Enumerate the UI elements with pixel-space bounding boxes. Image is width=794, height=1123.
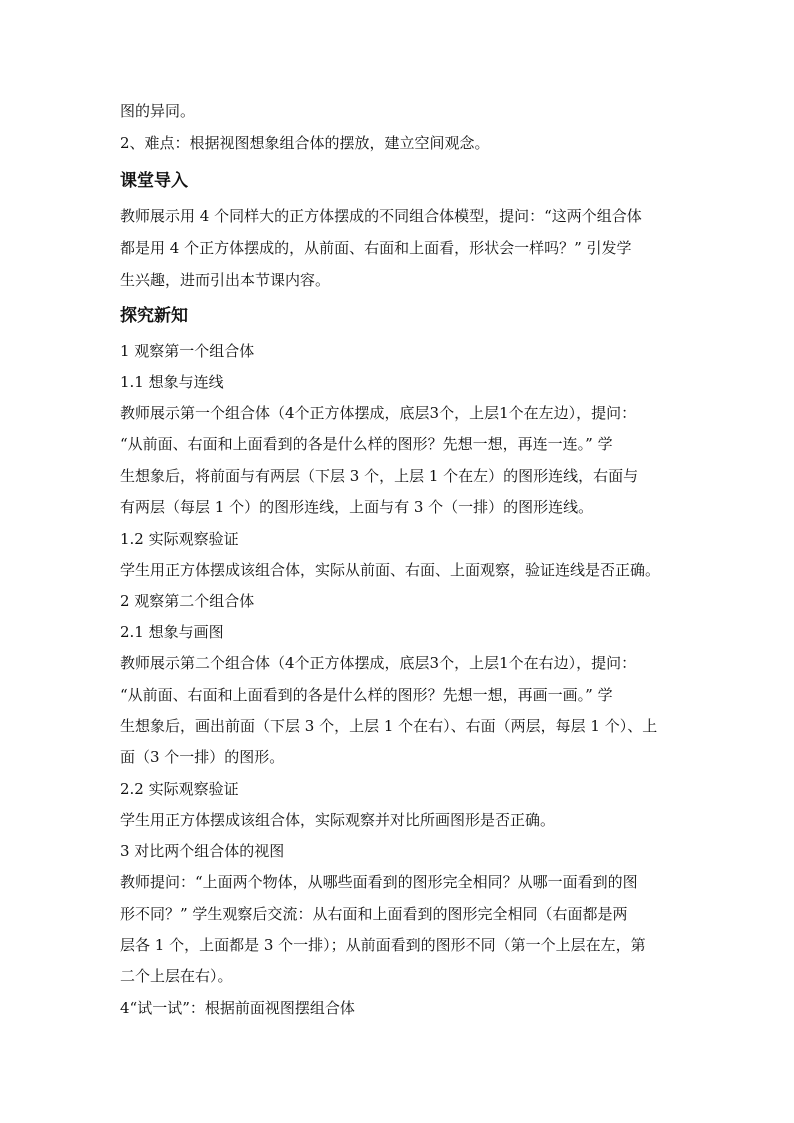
text-line: 学生用正方体摆成该组合体，实际从前面、右面、上面观察，验证连线是否正确。	[120, 561, 661, 579]
text-line: 1.1 想象与连线	[120, 373, 224, 391]
text-line: 形不同？” 学生观察后交流：从右面和上面看到的图形完全相同（右面都是两	[120, 905, 628, 923]
text-line: 4“试一试”：根据前面视图摆组合体	[120, 999, 355, 1017]
text-line: 生想象后，画出前面（下层 3 个，上层 1 个在右）、右面（两层，每层 1 个）、上	[120, 717, 658, 735]
text-line: 3 对比两个组合体的视图	[120, 842, 285, 860]
text-line: 学生用正方体摆成该组合体，实际观察并对比所画图形是否正确。	[120, 811, 556, 829]
section-heading: 课堂导入	[120, 171, 188, 191]
text-line: 有两层（每层 1 个）的图形连线，上面与有 3 个（一排）的图形连线。	[120, 498, 594, 516]
text-line: 1.2 实际观察验证	[120, 530, 239, 548]
text-line: 都是用 4 个正方体摆成的，从前面、右面和上面看，形状会一样吗？” 引发学	[120, 239, 632, 257]
text-line: 图的异同。	[120, 102, 196, 120]
text-line: 面（3 个一排）的图形。	[120, 748, 285, 766]
text-line: 1 观察第一个组合体	[120, 342, 255, 360]
text-line: 教师展示用 4 个同样大的正方体摆成的不同组合体模型，提问：“这两个组合体	[120, 207, 642, 225]
text-line: 二个上层在右）。	[120, 967, 233, 985]
section-heading: 探究新知	[120, 306, 188, 326]
text-line: 2、难点：根据视图想象组合体的摆放，建立空间观念。	[120, 134, 490, 152]
text-line: 层各 1 个，上面都是 3 个一排）；从前面看到的图形不同（第一个上层在左，第	[120, 936, 646, 954]
text-line: 教师提问：“上面两个物体，从哪些面看到的图形完全相同？从哪一面看到的图	[120, 873, 638, 891]
text-line: 生兴趣，进而引出本节课内容。	[120, 271, 331, 289]
text-line: 2 观察第二个组合体	[120, 592, 255, 610]
text-line: 教师展示第一个组合体（4个正方体摆成，底层3个，上层1个在左边），提问：	[120, 404, 637, 422]
text-line: 生想象后，将前面与有两层（下层 3 个，上层 1 个在左）的图形连线，右面与	[120, 467, 639, 485]
text-line: 2.1 想象与画图	[120, 623, 224, 641]
text-line: “从前面、右面和上面看到的各是什么样的图形？先想一想，再连一连。” 学	[120, 435, 613, 453]
text-line: 教师展示第二个组合体（4个正方体摆成，底层3个，上层1个在右边），提问：	[120, 654, 637, 672]
text-line: “从前面、右面和上面看到的各是什么样的图形？先想一想，再画一画。” 学	[120, 686, 613, 704]
text-line: 2.2 实际观察验证	[120, 780, 239, 798]
